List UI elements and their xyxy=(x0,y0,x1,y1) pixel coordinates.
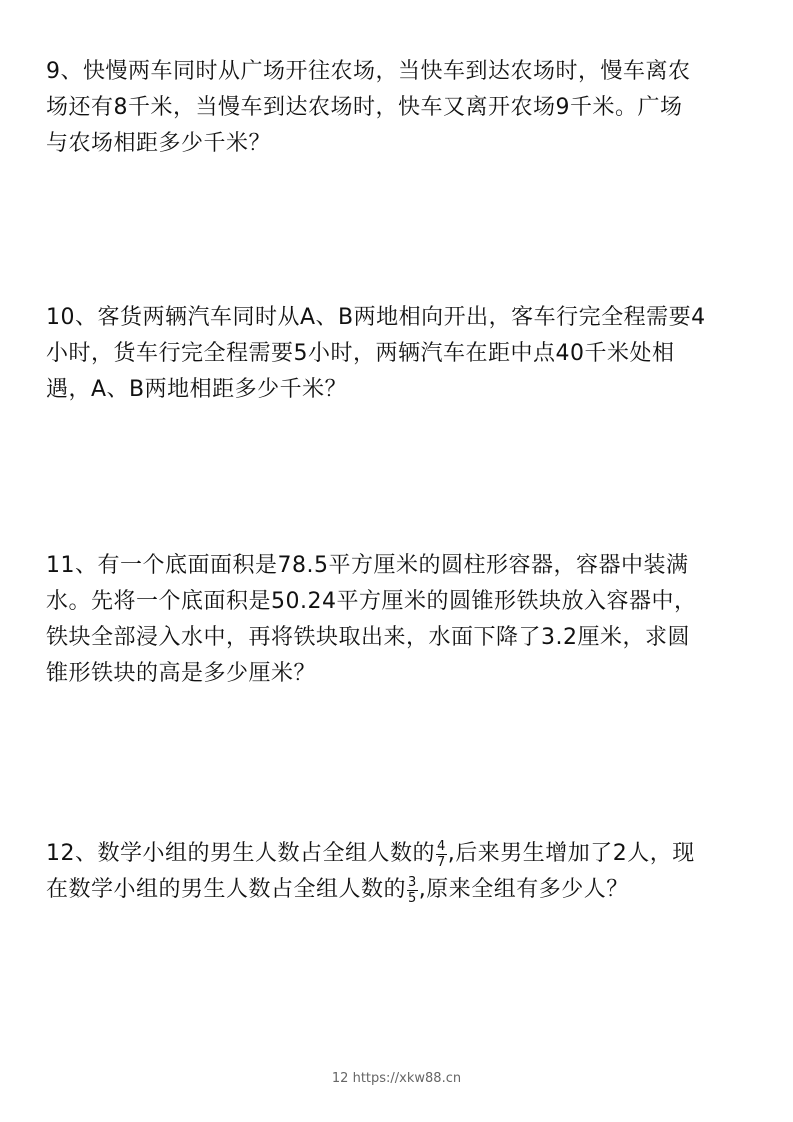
problem-12-line-1-text-a: 12、数学小组的男生人数占全组人数的 xyxy=(46,841,435,866)
problem-11 xyxy=(46,548,746,692)
fraction-4-7 xyxy=(436,839,447,870)
problem-9 xyxy=(46,54,746,162)
problem-10 xyxy=(46,300,746,408)
problem-11-line-4: 锥形铁块的高是多少厘米？ xyxy=(46,661,317,686)
page-footer: 12 https://xkw88.cn xyxy=(331,1071,462,1086)
problem-10-line-2: 小时，货车行完全程需要5小时，两辆汽车在距中点40千米处相 xyxy=(46,341,675,366)
fraction-numerator: 4 xyxy=(437,838,446,854)
problem-12-line-2-text-a: 在数学小组的男生人数占全组人数的 xyxy=(46,877,407,902)
fraction-3-5 xyxy=(407,875,418,906)
fraction-denominator: 7 xyxy=(437,854,446,870)
problem-11-line-1: 11、有一个底面面积是78.5平方厘米的圆柱形容器，容器中装满 xyxy=(46,553,689,578)
problem-9-line-3: 与农场相距多少千米？ xyxy=(46,131,272,156)
problem-9-line-1: 9、快慢两车同时从广场开往农场，当快车到达农场时，慢车离农 xyxy=(46,59,691,84)
problem-9-line-2: 场还有8千米，当慢车到达农场时，快车又离开农场9千米。广场 xyxy=(46,95,683,120)
fraction-numerator: 3 xyxy=(408,874,417,890)
problem-11-line-3: 铁块全部浸入水中，再将铁块取出来，水面下降了3.2厘米，求圆 xyxy=(46,625,690,650)
problem-12-line-1 xyxy=(46,836,746,872)
fraction-denominator: 5 xyxy=(408,890,417,906)
problem-12-line-1-text-b: ,后来男生增加了2人，现 xyxy=(447,841,695,866)
problem-11-line-2: 水。先将一个底面积是50.24平方厘米的圆锥形铁块放入容器中， xyxy=(46,589,697,614)
problem-12-line-2-text-b: ,原来全组有多少人？ xyxy=(418,877,629,902)
problem-10-line-1: 10、客货两辆汽车同时从A、B两地相向开出，客车行完全程需要4 xyxy=(46,305,706,330)
problem-12-line-2 xyxy=(46,872,746,908)
problem-12 xyxy=(46,836,746,908)
problem-10-line-3: 遇，A、B两地相距多少千米？ xyxy=(46,377,348,402)
